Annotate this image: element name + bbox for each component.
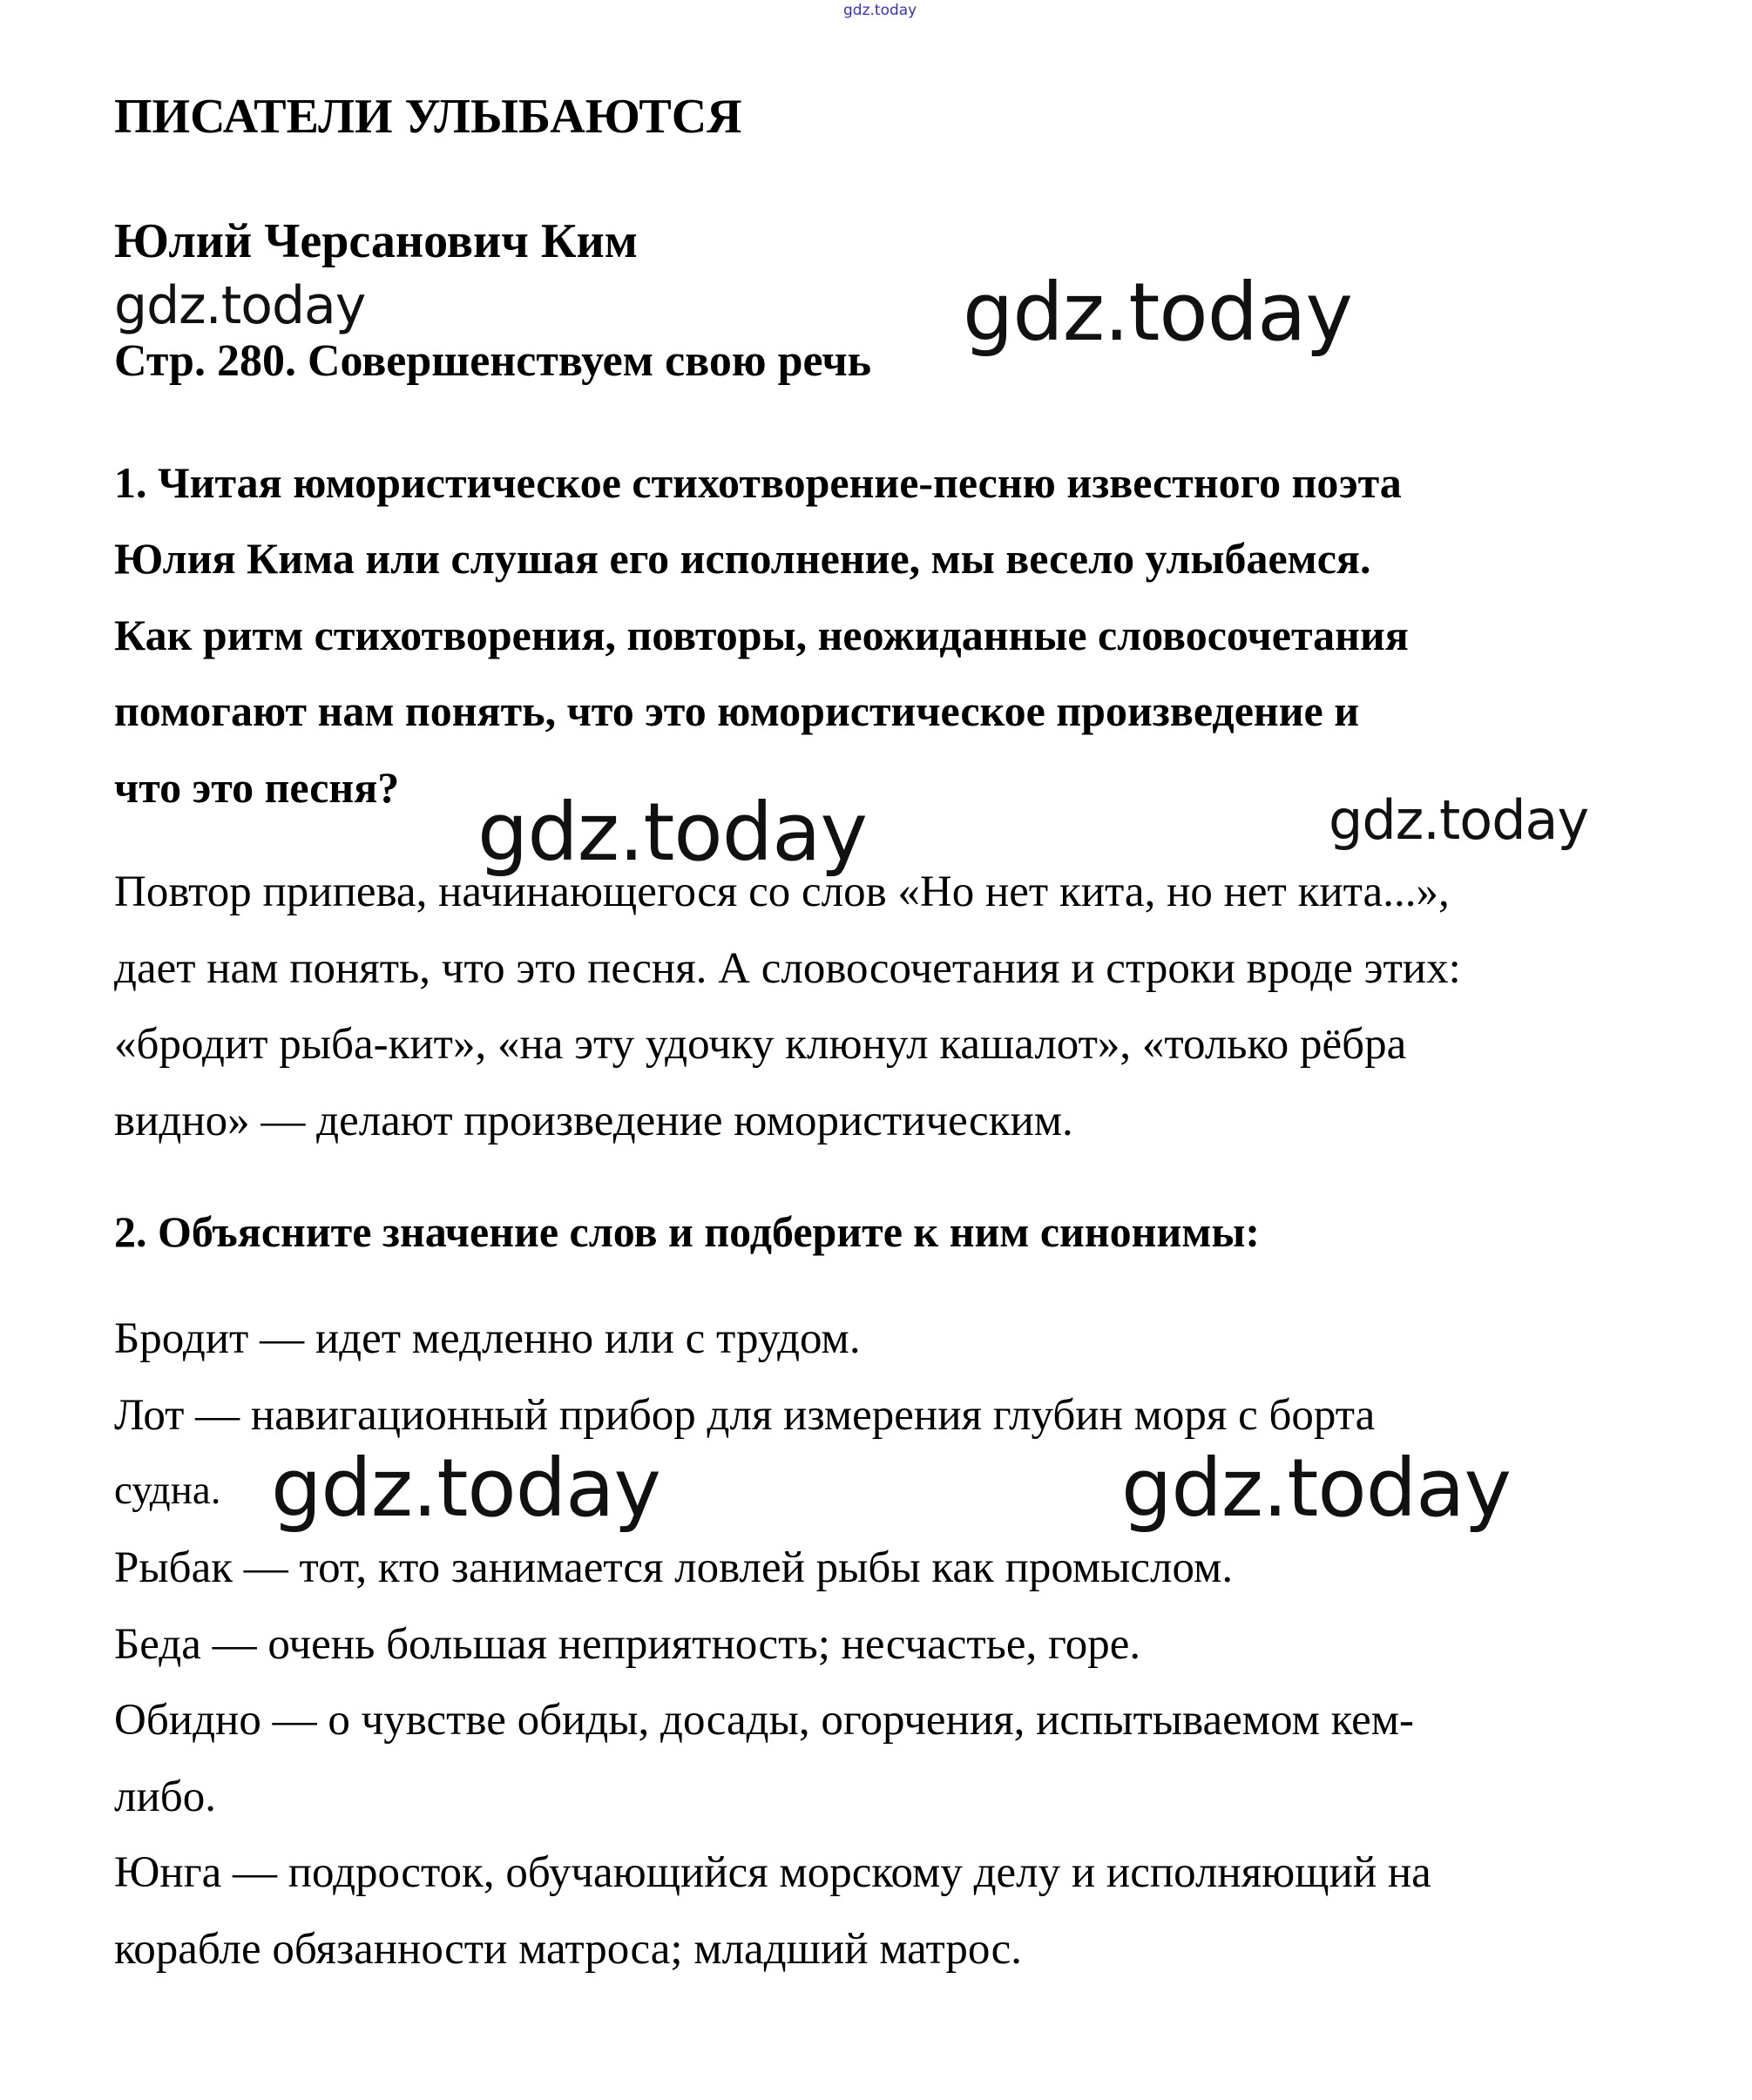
question-2: 2. Объясните значение слов и подберите к ним синонимы: [114, 1207, 1261, 1256]
question-1-line: 1. Читая юмористическое стихотворение-песню известного поэта [114, 458, 1402, 507]
watermark: gdz.today [1329, 788, 1589, 852]
definition-line: судна. [114, 1468, 221, 1513]
question-1-line: Юлия Кима или слушая его исполнение, мы весело улыбаемся. [114, 534, 1371, 583]
definition-line: Обидно — о чувстве обиды, досады, огорчения, испытываемом кем- [114, 1696, 1415, 1745]
definition-line: корабле обязанности матроса; младший матрос. [114, 1925, 1023, 1974]
watermark: gdz.today [1121, 1442, 1511, 1535]
watermark: gdz.today [271, 1442, 660, 1535]
watermark: gdz.today [963, 266, 1352, 359]
section-heading: Стр. 280. Совершенствуем свою речь [114, 336, 872, 386]
watermark-top: gdz.today [843, 2, 917, 19]
definition-line: Бродит — идет медленно или с трудом. [114, 1314, 861, 1363]
answer-1-line: «бродит рыба-кит», «на эту удочку клюнул кашалот», «только рёбра [114, 1020, 1407, 1069]
question-1-line: помогают нам понять, что это юмористическое произведение и [114, 686, 1360, 735]
question-1-line: что это песня? [114, 763, 400, 812]
question-1-line: Как ритм стихотворения, повторы, неожиданные словосочетания [114, 611, 1409, 659]
watermark: gdz.today [477, 786, 867, 879]
definition-line: либо. [114, 1773, 216, 1821]
page-title: ПИСАТЕЛИ УЛЫБАЮТСЯ [114, 90, 742, 144]
author-heading: Юлий Черсанович Ким [114, 214, 638, 268]
definition-line: Беда — очень большая неприятность; несчастье, горе. [114, 1620, 1141, 1669]
answer-1-line: Повтор припева, начинающегося со слов «Но нет кита, но нет кита...», [114, 868, 1450, 916]
definition-line: Юнга — подросток, обучающийся морскому делу и исполняющий на [114, 1848, 1431, 1897]
definition-line: Лот — навигационный прибор для измерения глубин моря с борта [114, 1391, 1376, 1440]
definition-line: Рыбак — тот, кто занимается ловлей рыбы как промыслом. [114, 1543, 1234, 1592]
answer-1-line: видно» — делают произведение юмористическим. [114, 1097, 1073, 1145]
watermark: gdz.today [114, 275, 366, 336]
answer-1-line: дает нам понять, что это песня. А словосочетания и строки вроде этих: [114, 944, 1461, 993]
